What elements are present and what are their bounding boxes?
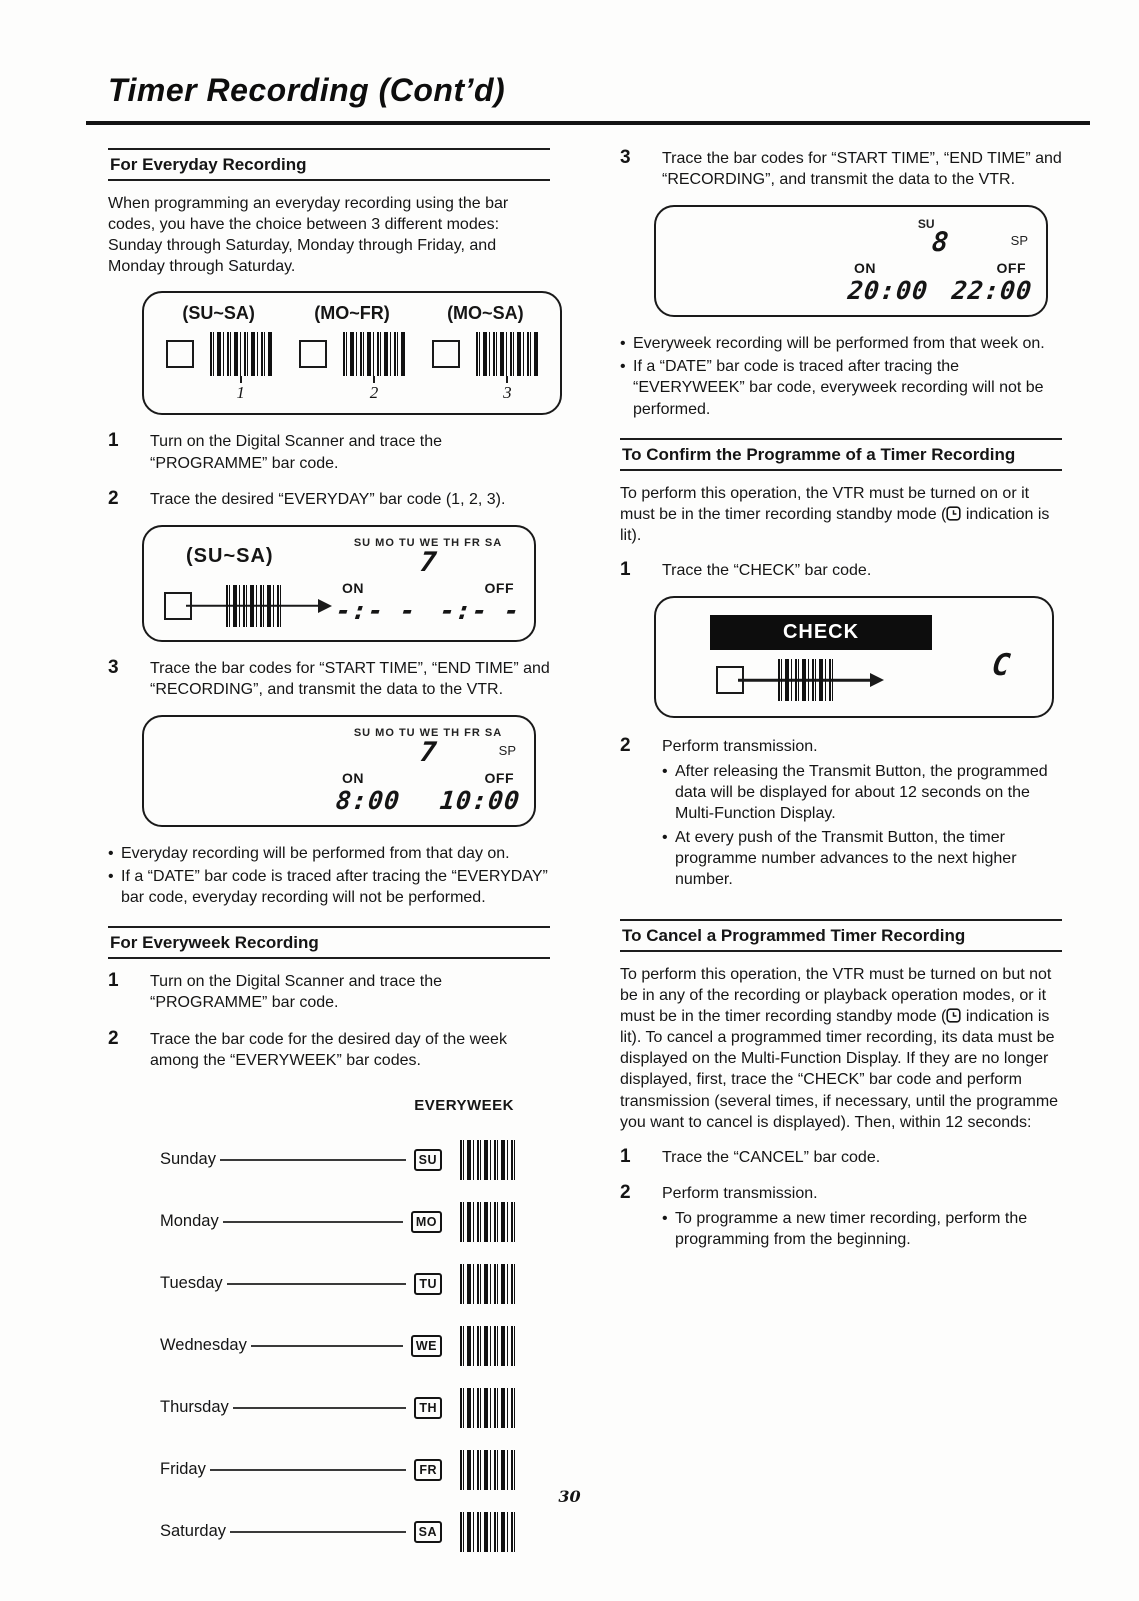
arrowhead-icon [870, 673, 884, 687]
display-day-label: SU [917, 217, 935, 232]
barcode-stripes [460, 1450, 516, 1490]
on-time-value: 20:00 [846, 276, 930, 306]
display-days-row: SU MO TU WE TH FR SA [353, 536, 503, 549]
off-label: OFF [484, 769, 514, 786]
section-heading-confirm: To Confirm the Programme of a Timer Recording [620, 438, 1062, 471]
section-heading-cancel: To Cancel a Programmed Timer Recording [620, 919, 1062, 952]
everyday-intro: When programming an everyday recording using the bar codes, you have the choice between 3 different modes: Sunday through Saturday, Monday through Friday, and Monday through Saturday. [108, 195, 509, 276]
barcode-stripes [778, 659, 836, 701]
leader-line [223, 1221, 403, 1223]
checkbox-square [299, 340, 327, 368]
day-row-sunday [160, 1140, 516, 1180]
everyday-notes [108, 843, 550, 908]
on-label: ON [342, 579, 364, 596]
day-name: Thursday [160, 1398, 229, 1417]
leader-line [210, 1469, 406, 1471]
barcode-stripes [476, 332, 538, 376]
display-programme-number: 8 [930, 227, 950, 259]
day-row-thursday [160, 1388, 516, 1428]
on-label: ON [342, 769, 364, 786]
step-text: Perform transmission. [662, 1184, 818, 1202]
left-column [108, 148, 550, 1574]
barcode-stripes [343, 332, 405, 376]
step-text: Trace the desired “EVERYDAY” bar code (1, 2, 3). [150, 490, 506, 508]
barcode-label: (MO~SA) [447, 303, 524, 324]
off-label: OFF [484, 579, 514, 596]
day-row-monday [160, 1202, 516, 1242]
leader-line [251, 1345, 403, 1347]
barcode-stripes [226, 585, 284, 627]
timer-clock-icon [946, 1008, 961, 1023]
step-number: 3 [108, 656, 119, 678]
page-title: Timer Recording (Cont’d) [108, 72, 506, 108]
section-heading-everyweek: For Everyweek Recording [108, 926, 550, 959]
step-number: 1 [108, 970, 119, 992]
barcode-scan-arrow [164, 582, 332, 630]
step-text: Trace the bar code for the desired day of the week among the “EVERYWEEK” bar codes. [150, 1030, 507, 1069]
cancel-intro-text: To perform this operation, the VTR must be turned on but not be in any of the recording or playback operation modes, or it must be in the timer recording standby mode ( [620, 965, 1052, 1026]
note: • After releasing the Transmit Button, the programmed data will be displayed for about 12 seconds on the Multi-Function Display. [662, 761, 1062, 824]
on-time-value: -:- - [334, 595, 418, 625]
everyweek-step-1 [108, 971, 550, 1013]
leader-line [233, 1407, 407, 1409]
sp-speed-label: SP [498, 742, 516, 758]
display-day-count: 7 [418, 736, 438, 768]
step-number: 1 [620, 558, 631, 580]
right-column [620, 148, 1062, 1267]
barcode-stripes [460, 1512, 516, 1552]
on-time-value: 8:00 [334, 785, 402, 815]
day-row-saturday [160, 1512, 516, 1552]
title-underline [86, 121, 1090, 125]
check-button-label: CHECK [710, 615, 932, 650]
barcode-item-su-sa [166, 303, 272, 403]
leader-line [230, 1531, 406, 1533]
off-label: OFF [996, 260, 1026, 277]
day-abbr-badge: TH [414, 1397, 442, 1419]
display-days-row: SU MO TU WE TH FR SA [353, 726, 503, 739]
off-time-value: -:- - [438, 595, 522, 625]
confirm-intro-text: indication is lit). [620, 505, 1050, 544]
everyweek-column-label: EVERYWEEK [414, 1096, 514, 1114]
confirm-intro [620, 483, 1062, 546]
note: • At every push of the Transmit Button, the timer programme number advances to the next higher number. [662, 827, 1062, 890]
day-name: Sunday [160, 1150, 216, 1169]
everyweek-step-3 [620, 148, 1062, 190]
step-number: 2 [620, 1181, 631, 1203]
step-text: Trace the “CHECK” bar code. [662, 561, 872, 579]
barcode-number: 3 [503, 383, 512, 403]
step-text: Turn on the Digital Scanner and trace the “PROGRAMME” bar code. [150, 973, 443, 1012]
day-abbr-badge: TU [414, 1273, 442, 1295]
day-row-friday [160, 1450, 516, 1490]
display-check-character: C [990, 648, 1012, 684]
barcode-stripes [460, 1326, 516, 1366]
note: • Everyweek recording will be performed from that week on. [620, 333, 1062, 354]
day-abbr-badge: SU [414, 1149, 442, 1171]
day-name: Monday [160, 1212, 219, 1231]
step-text: Trace the “CANCEL” bar code. [662, 1148, 881, 1166]
note: • Everyday recording will be performed from that day on. [108, 843, 550, 864]
everyday-step-3 [108, 658, 550, 700]
barcode-item-mo-fr [299, 303, 405, 403]
step-text: Perform transmission. [662, 738, 818, 756]
note: • If a “DATE” bar code is traced after tracing the “EVERYDAY” bar code, everyday recording will not be performed. [108, 866, 550, 908]
day-row-tuesday [160, 1264, 516, 1304]
off-time-value: 22:00 [950, 276, 1034, 306]
step-number: 3 [620, 147, 631, 168]
page-number: 30 [558, 1487, 581, 1506]
display-everyday-selection [142, 525, 536, 642]
day-name: Wednesday [160, 1336, 247, 1355]
day-name: Saturday [160, 1522, 227, 1541]
note: • To programme a new timer recording, perform the programming from the beginning. [662, 1208, 1062, 1250]
barcode-stripes [210, 332, 272, 376]
barcode-tick [506, 376, 508, 383]
day-name: Friday [160, 1460, 206, 1479]
barcode-tick [240, 376, 242, 383]
day-abbr-badge: FR [414, 1459, 442, 1481]
checkbox-square [166, 340, 194, 368]
everyday-step-1 [108, 431, 550, 473]
step-number: 2 [108, 1027, 119, 1049]
cancel-intro [620, 964, 1062, 1133]
step-number: 1 [620, 1145, 631, 1167]
confirm-intro-text: To perform this operation, the VTR must be turned on or it must be in the timer recording standby mode ( [620, 484, 1030, 523]
barcode-item-mo-sa [432, 303, 538, 403]
confirm-step-2 [620, 736, 1062, 892]
day-abbr-badge: SA [414, 1521, 442, 1543]
day-abbr-badge: MO [411, 1211, 442, 1233]
day-abbr-badge: WE [411, 1335, 442, 1357]
step-text: Trace the bar codes for “START TIME”, “END TIME” and “RECORDING”, and transmit the data to the VTR. [662, 150, 1062, 189]
section-heading-everyday: For Everyday Recording [108, 148, 550, 181]
barcode-number: 1 [236, 383, 245, 403]
barcode-tick [373, 376, 375, 383]
step-number: 1 [108, 430, 119, 452]
everyweek-step-2 [108, 1029, 550, 1071]
barcode-label: (SU~SA) [182, 303, 255, 324]
barcode-stripes [460, 1388, 516, 1428]
barcode-label: (MO~FR) [314, 303, 390, 324]
everyday-barcode-box [142, 291, 562, 415]
on-label: ON [854, 260, 876, 277]
everyday-step-2 [108, 489, 550, 510]
selected-mode-label: (SU~SA) [186, 544, 274, 567]
cancel-step-2 [620, 1183, 1062, 1252]
barcode-number: 2 [369, 383, 379, 403]
timer-clock-icon [946, 506, 961, 521]
step-text: Trace the bar codes for “START TIME”, “END TIME” and “RECORDING”, and transmit the data to the VTR. [150, 659, 550, 698]
step-number: 2 [620, 735, 631, 757]
checkbox-square [432, 340, 460, 368]
arrowhead-icon [318, 599, 332, 613]
cancel-step-1 [620, 1147, 1062, 1168]
sp-speed-label: SP [1010, 233, 1028, 249]
cancel-intro-text: indication is lit). To cancel a programmed timer recording, its data must be displayed on the Multi-Function Display. If they are no longer displayed, first, trace the “CHECK” bar code and perform transmission (several times, if necessary, until the programme you want to cancel is displayed). Then, within 12 seconds: [620, 1008, 1059, 1131]
barcode-stripes [460, 1202, 516, 1242]
step-number: 2 [108, 487, 119, 509]
leader-line [220, 1159, 406, 1161]
everyweek-notes [620, 333, 1062, 419]
confirm-step-1 [620, 560, 1062, 581]
check-display-panel [654, 596, 1054, 718]
day-row-wednesday [160, 1326, 516, 1366]
step-text: Turn on the Digital Scanner and trace the “PROGRAMME” bar code. [150, 433, 443, 472]
barcode-stripes [460, 1140, 516, 1180]
display-day-count: 7 [418, 546, 438, 578]
note: • If a “DATE” bar code is traced after tracing the “EVERYWEEK” bar code, everyweek recording will not be performed. [620, 356, 1062, 419]
barcode-scan-arrow [716, 656, 884, 704]
day-name: Tuesday [160, 1274, 223, 1293]
display-everyweek-times [654, 205, 1048, 317]
leader-line [227, 1283, 407, 1285]
display-everyday-times [142, 715, 536, 827]
barcode-stripes [460, 1264, 516, 1304]
off-time-value: 10:00 [438, 785, 522, 815]
